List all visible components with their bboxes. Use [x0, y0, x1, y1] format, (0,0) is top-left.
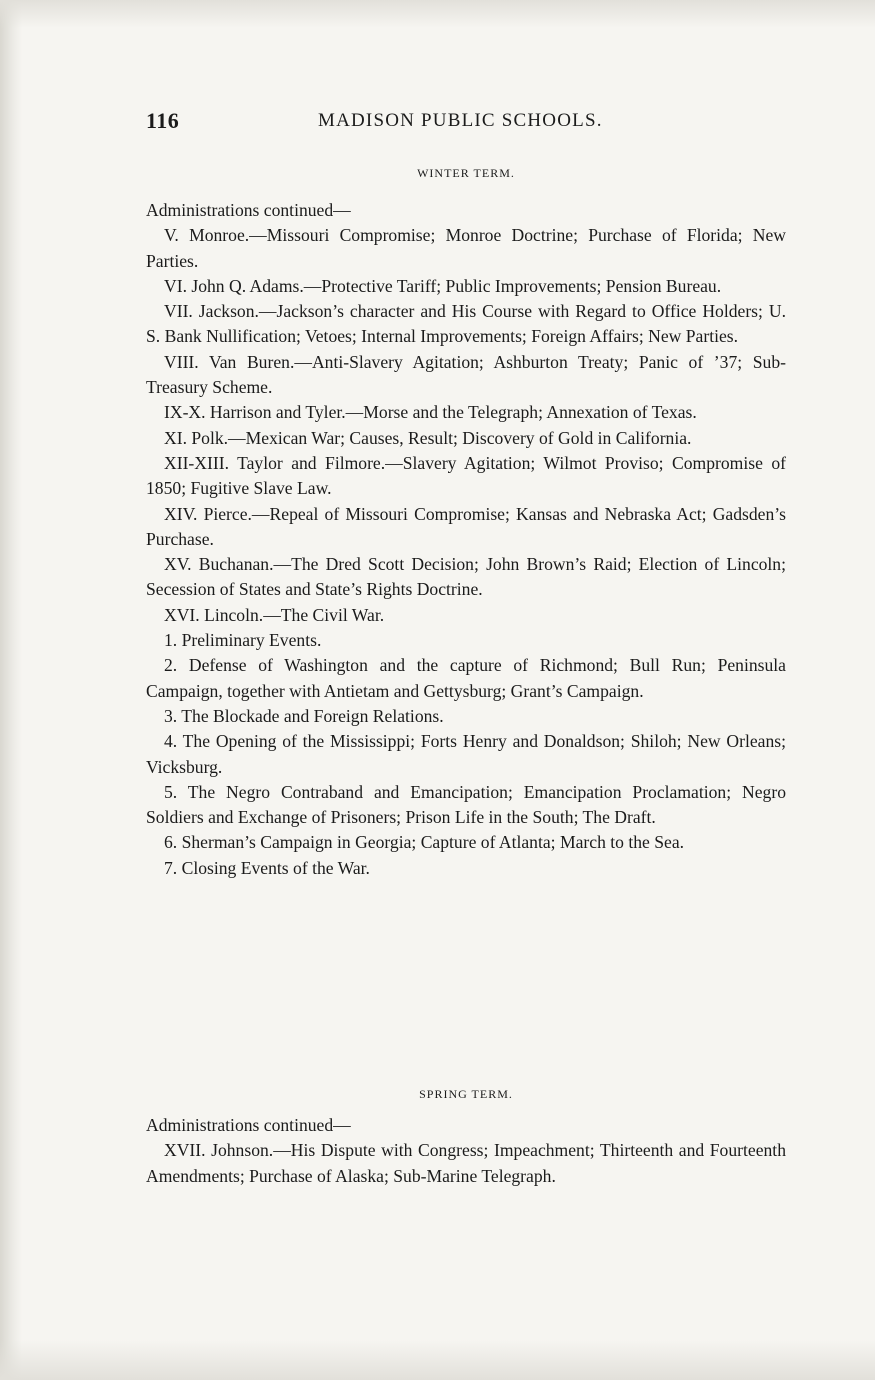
list-item-defense-of-washington: 2. Defense of Washington and the capture of Richmond; Bull Run; Peninsula Campaign, together with Antietam and Gettysburg; Grant’s Campaign. — [146, 655, 786, 701]
list-item-emancipation: 5. The Negro Contraband and Emancipation; Emancipation Proclamation; Negro Soldiers and Exchange of Prisoners; Prison Life in the South; The Draft. — [146, 781, 786, 828]
list-item-sherman: 6. Sherman’s Campaign in Georgia; Capture of Atlanta; March to the Sea. — [164, 832, 685, 853]
paragraph-van-buren: VIII. Van Buren.—Anti-Slavery Agitation; Ashburton Treaty; Panic of ’37; Sub-Treasury Scheme. — [146, 351, 786, 398]
spring-lead: Administrations continued— — [146, 1115, 351, 1135]
paragraph-adams: VI. John Q. Adams.—Protective Tariff; Public Improvements; Pension Bureau. — [164, 275, 722, 296]
paragraph-johnson: XVII. Johnson.—His Dispute with Congress; Impeachment; Thirteenth and Fourteenth Amendments; Purchase of Alaska; Sub-Marine Telegraph. — [146, 1140, 786, 1186]
paragraph-buchanan: XV. Buchanan.—The Dred Scott Decision; John Brown’s Raid; Election of Lincoln; Secession of States and State’s Rights Doctrine. — [146, 554, 786, 600]
list-item-closing-events: 7. Closing Events of the War. — [164, 857, 370, 878]
page-edge-shadow-left — [0, 0, 22, 1380]
spring-term-heading: SPRING TERM. — [419, 1087, 513, 1101]
paragraph-polk: XI. Polk.—Mexican War; Causes, Result; Discovery of Gold in California. — [164, 427, 692, 448]
paragraph-lincoln: XVI. Lincoln.—The Civil War. — [164, 604, 385, 625]
winter-term-heading: WINTER TERM. — [417, 166, 515, 180]
list-item-preliminary-events: 1. Preliminary Events. — [164, 630, 322, 651]
page-edge-shadow-bottom — [0, 1340, 875, 1380]
winter-term-body — [146, 198, 786, 881]
page-number: 116 — [146, 108, 180, 133]
running-title: MADISON PUBLIC SCHOOLS. — [318, 110, 603, 131]
spring-term-body — [146, 1113, 786, 1189]
page-edge-shadow-top — [0, 0, 875, 28]
paragraph-harrison-tyler: IX-X. Harrison and Tyler.—Morse and the Telegraph; Annexation of Texas. — [164, 402, 697, 423]
paragraph-taylor-filmore: XII-XIII. Taylor and Filmore.—Slavery Agitation; Wilmot Proviso; Compromise of 1850; Fugitive Slave Law. — [146, 452, 786, 499]
winter-lead: Administrations continued— — [146, 200, 351, 220]
list-item-mississippi: 4. The Opening of the Mississippi; Forts Henry and Donaldson; Shiloh; New Orleans; Vicksburg. — [146, 731, 786, 777]
paragraph-jackson: VII. Jackson.—Jackson’s character and His Course with Regard to Office Holders; U. S. Bank Nullification; Vetoes; Internal Improvements; Foreign Affairs; New Parties. — [146, 301, 786, 347]
paragraph-monroe: V. Monroe.—Missouri Compromise; Monroe Doctrine; Purchase of Florida; New Parties. — [146, 225, 786, 271]
paragraph-pierce: XIV. Pierce.—Repeal of Missouri Compromise; Kansas and Nebraska Act; Gadsden’s Purchase. — [146, 503, 786, 549]
running-head — [146, 108, 786, 138]
list-item-blockade: 3. The Blockade and Foreign Relations. — [164, 705, 444, 726]
